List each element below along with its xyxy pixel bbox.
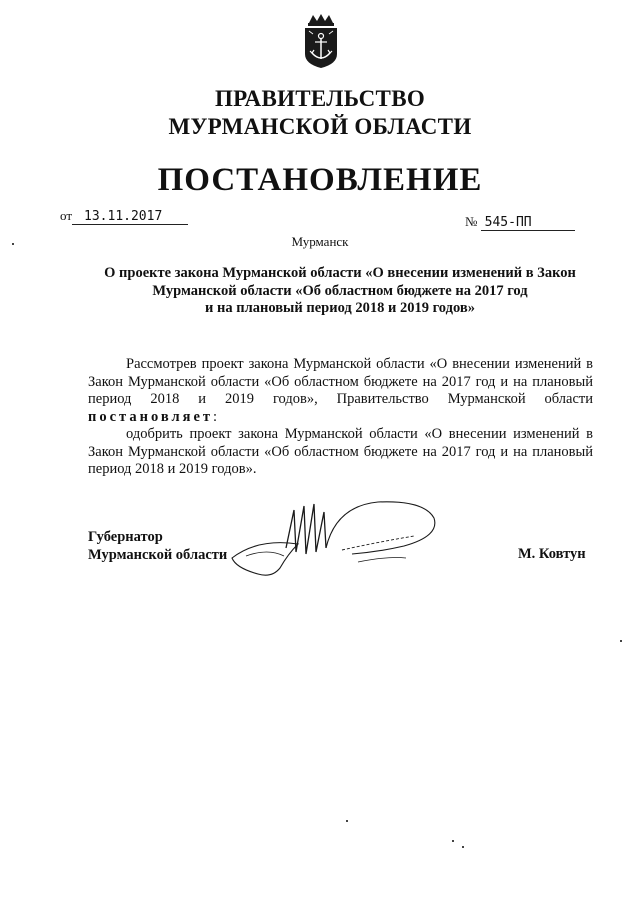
number-block <box>465 214 575 231</box>
scan-speck <box>12 243 14 245</box>
subject-line: О проекте закона Мурманской области «О внесении изменений в Закон <box>104 265 576 281</box>
signatory-title-line: Мурманской области <box>88 547 228 563</box>
scan-speck <box>462 846 464 848</box>
paragraph-punctuation: : <box>213 408 218 425</box>
date-value: 13.11.2017 <box>72 209 188 225</box>
government-line-1: ПРАВИТЕЛЬСТВО <box>214 86 426 111</box>
document-subject <box>80 265 600 318</box>
murmansk-coat-of-arms-icon <box>299 12 343 70</box>
scan-speck <box>346 820 348 822</box>
paragraph-text: Рассмотрев проект закона Мурманской области «О внесении изменений в Закон Мурманской области «Об областном бюджете на 2017 год и на плановый период 2018 и 2019 годов», Правительство Мурманской области <box>88 356 593 407</box>
handwritten-signature-icon <box>228 496 443 586</box>
resolution-word: постановляет <box>88 408 214 425</box>
body-paragraph-2 <box>88 426 593 479</box>
number-value: 545-ПП <box>481 215 575 231</box>
date-block <box>60 208 188 225</box>
number-prefix: № <box>465 214 478 229</box>
body-paragraph-1 <box>88 356 593 426</box>
government-line-2: МУРМАНСКОЙ ОБЛАСТИ <box>168 114 472 139</box>
subject-line: и на плановый период 2018 и 2019 годов» <box>205 300 475 316</box>
city-name: Мурманск <box>291 234 349 249</box>
signatory-title <box>88 528 227 564</box>
paragraph-text: одобрить проект закона Мурманской области «О внесении изменений в Закон Мурманской области «Об областном бюджете на 2017 год и на плановый период 2018 и 2019 годов». <box>88 426 593 477</box>
subject-line: Мурманской области «Об областном бюджете на 2017 год <box>152 282 528 299</box>
signatory-title-line: Губернатор <box>88 529 163 545</box>
signatory-name: М. Ковтун <box>518 546 586 562</box>
scan-speck <box>452 840 454 842</box>
date-prefix: от <box>60 208 73 223</box>
scan-speck <box>620 640 622 642</box>
document-type-title: ПОСТАНОВЛЕНИЕ <box>157 162 483 198</box>
